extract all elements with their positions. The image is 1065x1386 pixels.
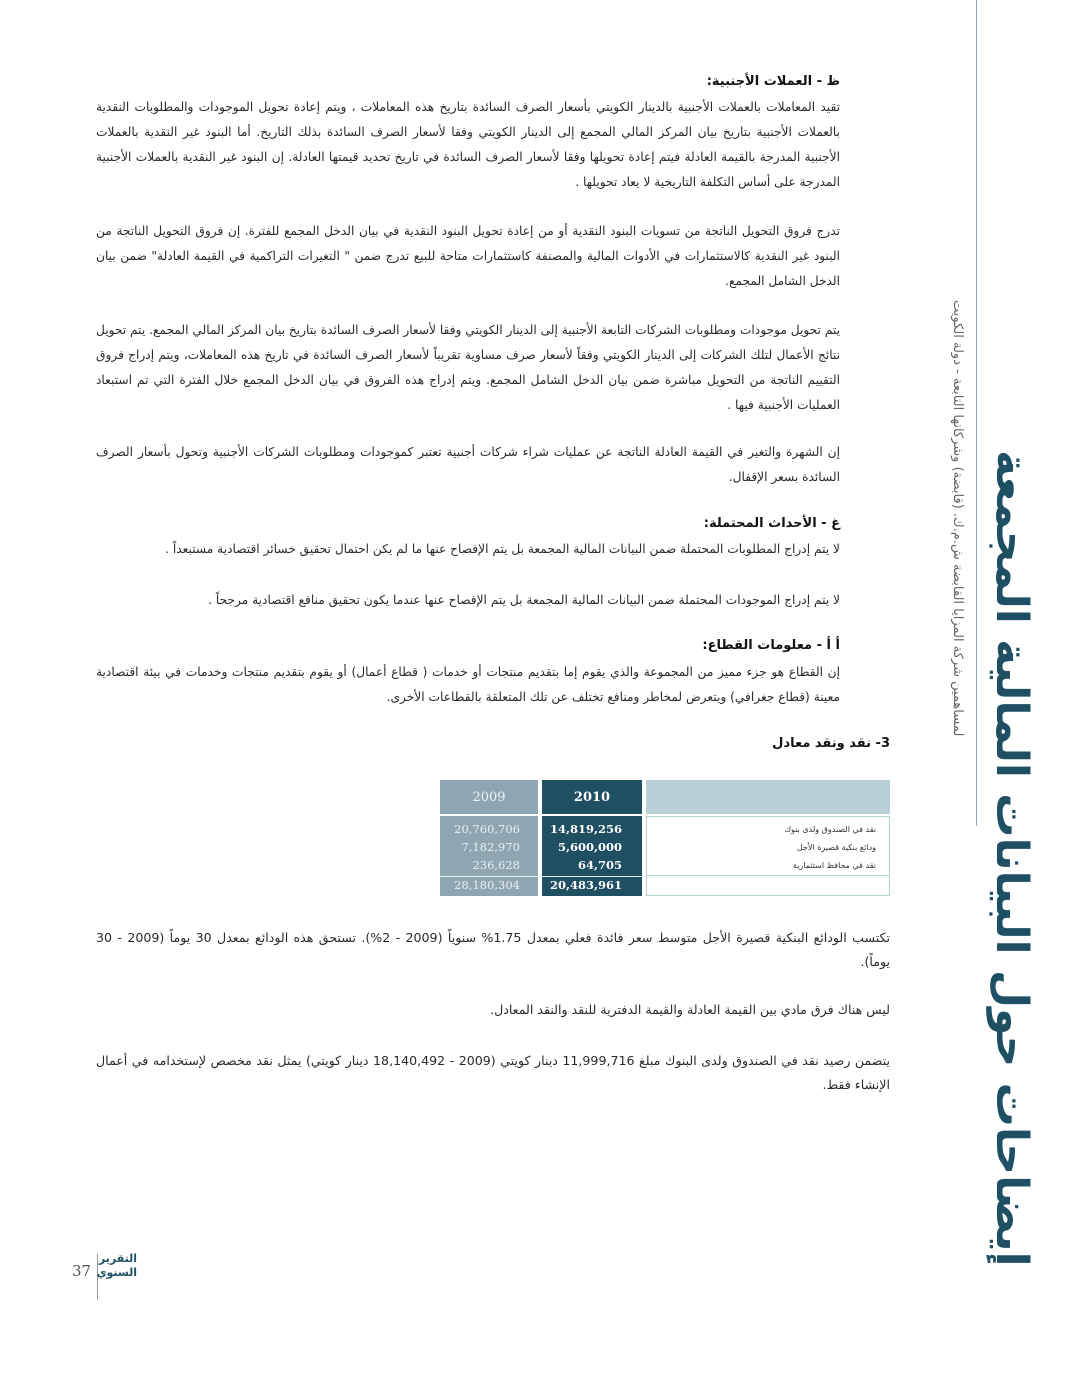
table-cell-cur: 5,600,000 bbox=[557, 840, 622, 854]
paragraph-cash-1: تكتسب الودائع البنكية قصيرة الأجل متوسط سعر فائدة فعلي بمعدل 1.75% سنوياً (2009 - 2%). تستحق هذه الودائع بمعدل 30 يوماً (2009 - 30 يوماً). bbox=[96, 930, 890, 969]
table-total-label-bg bbox=[646, 876, 890, 896]
table-cell-prev: 7,182,970 bbox=[461, 840, 520, 854]
paragraph-cash-3: يتضمن رصيد نقد في الصندوق ولدى البنوك مبلغ 11,999,716 دينار كويتي (2009 - 18,140,492 دينار كويتي) يمثل نقد مخصص لإستخدامه في أعمال الإنشاء فقط. bbox=[96, 1053, 891, 1092]
table-row-label: ودائع بنكية قصيرة الأجل bbox=[796, 843, 876, 852]
table-header-label bbox=[646, 780, 890, 814]
table-row-label: نقد في محافظ استثمارية bbox=[792, 861, 876, 870]
paragraph-foreign-4: إن الشهرة والتغير في القيمة العادلة الناتجة عن عمليات شراء شركات أجنبية تعتبر كموجودات ومطلوبات الشركات الأجنبية وتحول بأسعار الصرف السائدة بسعر الإقفال. bbox=[96, 445, 840, 484]
paragraph-cash-2: ليس هناك فرق مادي بين القيمة العادلة والقيمة الدفترية للنقد والنقد المعادل. bbox=[490, 1002, 890, 1017]
sidebar-title: إيضاحات حول البيانات المالية المجمعة bbox=[986, 450, 1037, 1267]
paragraph-foreign-2: تدرج فروق التحويل الناتجة من تسويات البنود النقدية أو من إعادة تحويل البنود النقدية في بيان الدخل المجمع للفترة. إن فروق التحويل الناتجة من البنود غير النقدية كالاستثمارات في الأدوات المالية والمصنفة كاستثمارات متاحة للبيع تدرج ضمن " التغيرات التراكمية في القيمة العادلة" ضمن بيان الدخل الشامل المجمع. bbox=[96, 224, 840, 288]
paragraph-contingent-2: لا يتم إدراج الموجودات المحتملة ضمن البيانات المالية المجمعة بل يتم الإفصاح عنها عندما يكون تحقيق منافع اقتصادية مرجحاً . bbox=[208, 593, 840, 607]
heading-contingencies: غ - الأحداث المحتملة: bbox=[703, 516, 840, 531]
table-total-cur: 20,483,961 bbox=[549, 878, 622, 892]
annual-report-logo: التقرير السنوي bbox=[96, 1252, 137, 1279]
paragraph-foreign-3: يتم تحويل موجودات ومطلوبات الشركات التابعة الأجنبية إلى الدينار الكويتي وفقا لأسعار الصرف السائدة بتاريخ بيان المركز المالي المجمع. يتم تحويل نتائج الأعمال لتلك الشركات إلى الدينار الكويتي وفقاً لأسعار صرف مساوية تقريباً لأسعار الصرف السائدة في تاريخ هذه المعاملات، ويتم إدراج فروق التقييم الناتجة من التحويل مباشرة ضمن بيان الدخل الشامل المجمع. ويتم إدراج هذه الفروق في بيان الدخل المجمع خلال الفترة التي تم استبعاد العمليات الأجنبية فيها . bbox=[96, 323, 840, 412]
paragraph-foreign-1: تقيد المعاملات بالعملات الأجنبية بالدينار الكويتي بأسعار الصرف السائدة بتاريخ هذه المعاملات ، ويتم إعادة تحويل الموجودات والمطلوبات النقدية بالعملات الأجنبية بتاريخ بيان المركز المالي المجمع إلى الدينار الكويتي وفقا لأسعار الصرف السائدة بذلك التاريخ. أما البنود غير النقدية بالعملات الأجنبية المدرجة بالقيمة العادلة فيتم إعادة تحويلها وفقا لأسعار الصرف السائدة في تاريخ تحديد قيمتها العادلة. إن البنود غير النقدية بالعملات الأجنبية المدرجة على أساس التكلفة التاريخية لا يعاد تحويلها . bbox=[96, 100, 840, 189]
table-total-prev: 28,180,304 bbox=[454, 878, 520, 892]
paragraph-segment-1: إن القطاع هو جزء مميز من المجموعة والذي يقوم إما بتقديم منتجات أو خدمات ( قطاع أعمال) أو يقوم بتقديم منتجات وخدمات في بيئة اقتصادية معينة (قطاع جغرافي) ويتعرض لمخاطر ومنافع تختلف عن تلك المتعلقة بالقطاعات الأخرى. bbox=[96, 665, 840, 704]
table-header-2010: 2010 bbox=[542, 780, 642, 814]
table-cell-prev: 20,760,706 bbox=[454, 822, 520, 836]
table-cell-cur: 14,819,256 bbox=[549, 822, 622, 836]
sidebar-subtitle: لمساهمين شركة المزايا القابضة ش.م.ك. (قابضة) وشركاتها التابعة - دولة الكويت bbox=[950, 300, 965, 737]
table-cell-prev: 236,628 bbox=[472, 858, 520, 872]
sidebar-divider bbox=[976, 0, 977, 826]
table-header-2009: 2009 bbox=[440, 780, 538, 814]
page-number: 37 bbox=[72, 1262, 92, 1280]
table-row-label: نقد في الصندوق ولدى بنوك bbox=[784, 825, 876, 834]
paragraph-contingent-1: لا يتم إدراج المطلوبات المحتملة ضمن البيانات المالية المجمعة بل يتم الإفصاح عنها ما لم يكن احتمال تحقيق خسائر اقتصادية مستبعداً . bbox=[165, 542, 840, 556]
heading-segment-info: أ أ - معلومات القطاع: bbox=[702, 638, 840, 653]
heading-foreign-currencies: ظ - العملات الأجنبية: bbox=[706, 74, 840, 89]
table-cell-cur: 64,705 bbox=[577, 858, 622, 872]
heading-cash-equivalents: 3- نقد ونقد معادل bbox=[772, 736, 890, 751]
